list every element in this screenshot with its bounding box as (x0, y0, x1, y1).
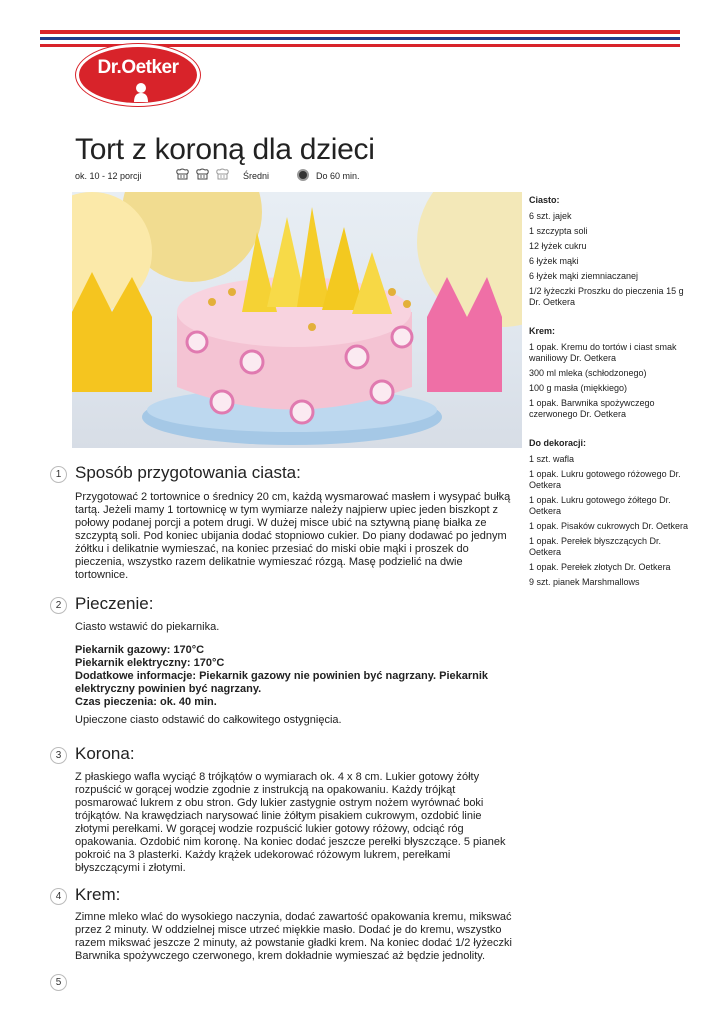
ingredient-heading: Ciasto: (529, 195, 560, 205)
ingredient-item: 1 opak. Pisaków cukrowych Dr. Oetkera (529, 521, 689, 531)
time-text: Do 60 min. (316, 171, 360, 181)
baking-info-line: Dodatkowe informacje: Piekarnik gazowy nie powinien być nagrzany. Piekarnik elektryczny powinien być nagrzany. (75, 670, 489, 695)
step-number: 1 (50, 466, 67, 483)
ingredient-item: 6 łyżek mąki (529, 256, 579, 266)
ingredient-group-krem (529, 326, 689, 420)
step-text: Ciasto wstawić do piekarnika. (75, 621, 220, 633)
ingredient-item: 1 szczypta soli (529, 226, 588, 236)
cake-illustration (72, 192, 522, 448)
chef-hat-icon (195, 168, 210, 180)
ingredient-group-dekoracja (529, 438, 689, 588)
baking-info-line: Piekarnik gazowy: 170°C (75, 644, 205, 656)
ingredient-heading: Do dekoracji: (529, 438, 587, 448)
ingredient-item: 300 ml mleka (schłodzonego) (529, 368, 647, 378)
step-number: 3 (50, 747, 67, 764)
difficulty-text: Średni (243, 171, 270, 181)
ingredient-item: 1 opak. Perełek błyszczących Dr. Oetkera (529, 536, 662, 557)
recipe-photo (72, 192, 522, 448)
portions-text: ok. 10 - 12 porcji (75, 171, 142, 181)
ingredient-item: 9 szt. pianek Marshmallows (529, 577, 640, 587)
chef-hat-outline-icon (215, 168, 230, 180)
ingredient-heading: Krem: (529, 326, 556, 336)
dr-oetker-logo (76, 44, 200, 106)
step-title: Pieczenie: (75, 594, 154, 613)
step-text: Z płaskiego wafla wyciąć 8 trójkątów o wymiarach ok. 4 x 8 cm. Lukier gotowy żółty rozpuścić w gorącej wodzie zgodnie z instrukcją na opakowaniu. Każdy trójkąt posmarować lukrem z obu stron. Gdy lukier zastygnie ostrym nożem wyrównać boki trójkątów. Na krawędziach narysować linie żółtym pisakiem cukrowym, ozdobić linie złotymi perełkami. W gorącej wodzie rozpuścić lukier gotowy różowy, odciąć róg opakowania. Ozdobić nim koronę. Na koniec dodać jeszcze perełki błyszczące. 5 pianek pokroić na 3 plasterki. Każdy krążek udekorować różowym lukrem, perełkami błyszczącymi i złotymi. (75, 771, 506, 874)
ingredients-panel (529, 195, 689, 606)
ingredient-group-ciasto (529, 195, 689, 308)
ingredient-item: 1 opak. Barwnika spożywczego czerwonego Dr. Oetkera (529, 398, 655, 419)
step-number: 5 (50, 974, 67, 991)
step-number: 2 (50, 597, 67, 614)
logo-text: Dr.Oetker (97, 57, 179, 78)
step-title: Sposób przygotowania ciasta: (75, 463, 301, 482)
header-stripe-top (40, 30, 680, 34)
ingredient-item: 1 opak. Perełek złotych Dr. Oetkera (529, 562, 671, 572)
step-text: Zimne mleko wlać do wysokiego naczynia, dodać zawartość opakowania kremu, mikswać przez 2 minuty. W oddzielnej misce utrzeć miękkie masło. Dodać je do kremu, wszystko razem mikswać jeszcze 2 minuty, aż powstanie gładki krem. Na koniec dodać 1/2 łyżeczki Barwnika spożywczego czerwonego, krem dokładnie wymieszać aż będzie jednolity. (75, 911, 512, 962)
baking-info-line: Czas pieczenia: ok. 40 min. (75, 696, 217, 708)
header-stripe-middle (40, 37, 680, 40)
ingredient-item: 6 łyżek mąki ziemniaczanej (529, 271, 639, 281)
step-text: Przygotować 2 tortownice o średnicy 20 cm, każdą wysmarować masłem i wysypać bułką tartą. Jeżeli mamy 1 tortownicę w tym wymiarze należy najpierw upiec jeden biszkopt z połowy podanej porcji a potem drugi. W dużej misce ubić na sztywną pianę białka ze szczyptą soli. Pod koniec ubijania dodać stopniowo cukier. Do piany dodawać po jednym żółtku i delikatnie wymieszać, na koniec przesiać do miski obie mąki i proszek do pieczenia, wszystko razem delikatnie wymieszać rózgą. Masę podzielić na dwie tortownice. (75, 491, 511, 581)
recipe-title: Tort z koroną dla dzieci (75, 133, 375, 166)
ingredient-item: 12 łyżek cukru (529, 241, 587, 251)
step-text-after: Upieczone ciasto odstawić do całkowitego ostygnięcia. (75, 714, 342, 726)
ingredient-item: 1 opak. Lukru gotowego żółtego Dr. Oetkera (529, 495, 671, 516)
ingredient-item: 6 szt. jajek (529, 211, 572, 221)
ingredient-item: 100 g masła (miękkiego) (529, 383, 628, 393)
difficulty-icons (175, 168, 230, 180)
baking-info-line: Piekarnik elektryczny: 170°C (75, 657, 225, 669)
ingredient-item: 1 szt. wafla (529, 454, 575, 464)
ingredient-item: 1/2 łyżeczki Proszku do pieczenia 15 g Dr. Oetkera (529, 286, 684, 307)
baking-info (75, 644, 515, 709)
logo-silhouette-icon (133, 82, 149, 102)
ingredient-item: 1 opak. Lukru gotowego różowego Dr. Oetkera (529, 469, 681, 490)
step-title: Krem: (75, 885, 121, 904)
step-number: 4 (50, 888, 67, 905)
ingredient-item: 1 opak. Kremu do tortów i ciast smak waniliowy Dr. Oetkera (529, 342, 677, 363)
step-title: Korona: (75, 744, 135, 763)
timer-icon (297, 169, 309, 181)
chef-hat-icon (175, 168, 190, 180)
